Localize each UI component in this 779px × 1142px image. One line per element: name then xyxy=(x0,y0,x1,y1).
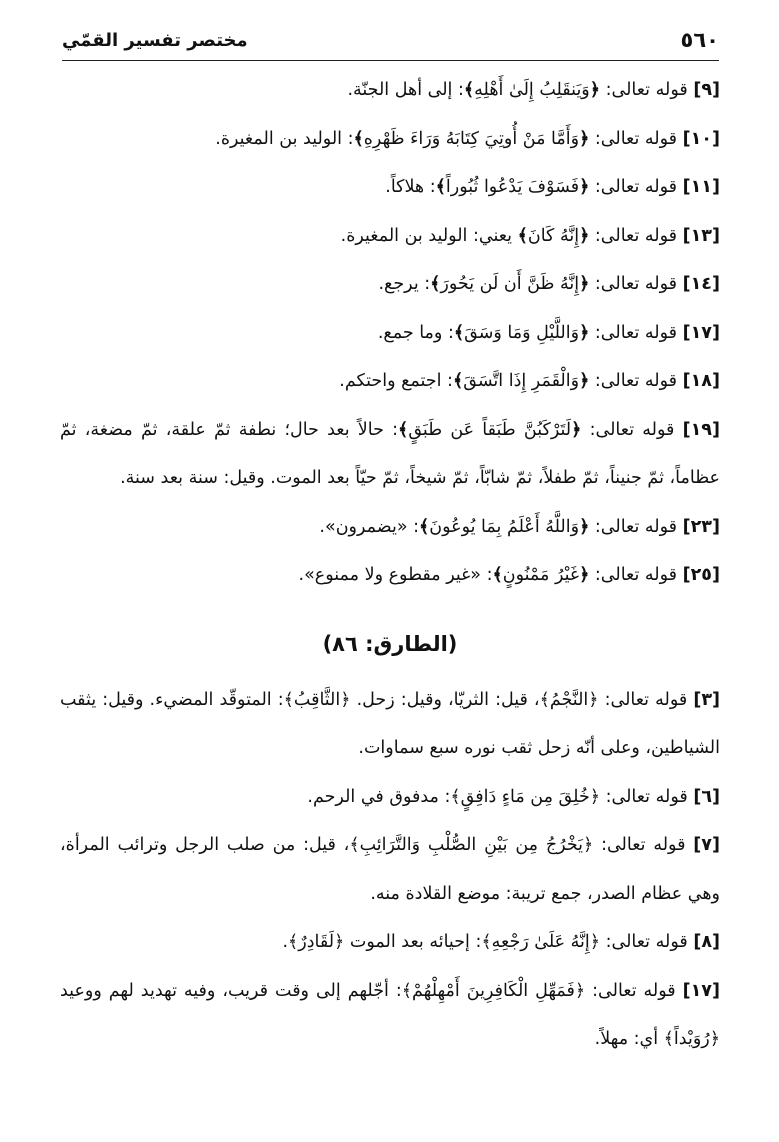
intro-text: قوله تعالى: xyxy=(589,516,683,537)
page-content xyxy=(60,66,720,1064)
verse-note-19 xyxy=(60,406,720,503)
open-bracket: ﴿ xyxy=(579,225,590,246)
verse-number: [١٧] xyxy=(682,322,720,343)
verse-number: [١١] xyxy=(682,177,720,197)
explanation: : اجتمع واحتكم. xyxy=(339,371,453,391)
quran-verse: وَأَمَّا مَنْ أُوتِيَ كِتَابَهُ وَرَاءَ ظَهْرِهِ xyxy=(363,128,580,149)
quran-verse: ﴿رُوَيْداً﴾ xyxy=(663,1029,720,1049)
intro-text: قوله تعالى: xyxy=(589,371,683,391)
open-bracket: ﴿ xyxy=(579,371,590,391)
quran-verse: ﴿خُلِقَ مِن مَاءٍ دَافِقٍ﴾ xyxy=(450,786,601,807)
quran-verse: وَاللَّيْلِ وَمَا وَسَقَ xyxy=(464,322,580,343)
surah-heading: (الطارق: ٨٦) xyxy=(322,631,458,656)
explanation: : هلاكاً. xyxy=(385,177,436,197)
quran-verse: ﴿إِنَّهُ عَلَىٰ رَجْعِهِ﴾ xyxy=(481,932,601,952)
verse-number: [١٠] xyxy=(682,128,720,149)
quran-verse: وَاللَّهُ أَعْلَمُ بِمَا يُوعُونَ xyxy=(429,516,580,537)
intro-text: قوله تعالى: xyxy=(585,980,683,1001)
open-bracket: ﴿ xyxy=(579,128,590,149)
verse-note-23 xyxy=(60,503,720,552)
explanation: : «يضمرون». xyxy=(319,516,419,537)
explanation-end: أي: مهلاً. xyxy=(594,1029,664,1049)
quran-verse: وَالْقَمَرِ إِذَا اتَّسَقَ xyxy=(463,371,580,391)
intro-text: قوله تعالى: xyxy=(589,565,683,585)
explanation: : «غير مقطوع ولا ممنوع». xyxy=(298,565,493,585)
verse-note-tariq-7 xyxy=(60,821,720,918)
explanation: : حالاً بعد حال؛ نطفة ثمّ علقة، ثمّ مضغة، ثمّ عظاماً، ثمّ جنيناً، ثمّ طفلاً، ثمّ شابّاً، ثمّ شيخاً، ثمّ حيّاً بعد الموت. وقيل: سنة بعد سنة. xyxy=(60,419,720,488)
close-bracket: ﴾ xyxy=(398,419,409,440)
verse-note-11 xyxy=(60,163,720,212)
quran-verse: إِنَّهُ ظَنَّ أَن لَن يَحُورَ xyxy=(440,274,580,294)
explanation: : أجّلهم إلى وقت قريب، وفيه تهديد لهم ووعيد xyxy=(60,980,402,1001)
close-bracket: ﴾ xyxy=(492,565,503,585)
verse-note-tariq-8 xyxy=(60,918,720,967)
quran-verse: فَسَوْفَ يَدْعُوا ثُبُوراً xyxy=(445,177,580,197)
intro-text: قوله تعالى: xyxy=(581,419,683,440)
explanation: : إحيائه بعد الموت xyxy=(344,932,482,952)
intro-text: قوله تعالى: xyxy=(589,128,683,149)
intro-text: قوله تعالى: xyxy=(589,225,683,246)
verse-note-18 xyxy=(60,357,720,406)
verse-number: [٧] xyxy=(693,835,720,855)
verse-number: [١٤] xyxy=(682,274,720,294)
verse-note-tariq-6 xyxy=(60,773,720,822)
intro-text: قوله تعالى: xyxy=(600,80,694,100)
open-bracket: ﴿ xyxy=(579,516,590,537)
verse-note-25 xyxy=(60,551,720,600)
intro-text: قوله تعالى: xyxy=(589,274,683,294)
verse-note-10 xyxy=(60,115,720,164)
explanation: ، قيل: الثريّا، وقيل: زحل. xyxy=(350,689,540,710)
explanation: : يرجع. xyxy=(378,274,431,294)
verse-note-tariq-17 xyxy=(60,967,720,1064)
quran-verse: لَتَرْكَبُنَّ طَبَقاً عَن طَبَقٍ xyxy=(408,419,572,440)
explanation: ، قيل: من صلب الرجل وترائب المرأة، وهي عظام الصدر، جمع تريبة: موضع القلادة منه. xyxy=(60,835,720,904)
close-bracket: ﴾ xyxy=(435,177,446,197)
running-title: مختصر تفسير القمّي xyxy=(62,30,248,51)
verse-number: [٨] xyxy=(693,932,720,952)
close-bracket: ﴾ xyxy=(353,128,364,149)
close-bracket: ﴾ xyxy=(517,225,528,246)
page-header xyxy=(62,26,719,61)
quran-verse: ﴿فَمَهِّلِ الْكَافِرِينَ أَمْهِلْهُمْ﴾ xyxy=(401,980,586,1001)
close-bracket: ﴾ xyxy=(463,80,475,100)
explanation: : الوليد بن المغيرة. xyxy=(215,128,354,149)
open-bracket: ﴿ xyxy=(579,274,590,294)
quran-verse: غَيْرُ مَمْنُونٍ xyxy=(502,565,580,585)
verse-number: [١٧] xyxy=(682,980,720,1001)
intro-text: قوله تعالى: xyxy=(600,932,694,952)
intro-text: قوله تعالى: xyxy=(600,786,694,807)
intro-text: قوله تعالى: xyxy=(589,322,683,343)
explanation: : إلى أهل الجنّة. xyxy=(347,80,464,100)
close-bracket: ﴾ xyxy=(418,516,430,537)
verse-note-14 xyxy=(60,260,720,309)
verse-note-13 xyxy=(60,212,720,261)
open-bracket: ﴿ xyxy=(579,322,590,343)
quran-verse: وَيَنقَلِبُ إِلَىٰ أَهْلِهِ xyxy=(474,80,590,100)
explanation: : مدفوق في الرحم. xyxy=(307,786,451,807)
intro-text: قوله تعالى: xyxy=(593,835,694,855)
verse-number: [٦] xyxy=(693,786,720,807)
explanation: يعني: الوليد بن المغيرة. xyxy=(340,225,518,246)
verse-number: [١٨] xyxy=(682,371,720,391)
close-bracket: ﴾ xyxy=(453,322,465,343)
explanation-end: . xyxy=(282,932,289,952)
verse-note-tariq-3 xyxy=(60,676,720,773)
explanation: : وما جمع. xyxy=(377,322,454,343)
verse-number: [٣] xyxy=(693,689,720,710)
quran-verse: ﴿لَقَادِرٌ﴾ xyxy=(288,932,345,952)
explanation: : المتوقّد المضيء. وقيل: يثقب الشياطين، وعلى أنّه زحل ثقب نوره سبع سماوات. xyxy=(60,689,720,758)
open-bracket: ﴿ xyxy=(579,565,590,585)
quran-verse: ﴿الثَّاقِبُ﴾ xyxy=(283,689,351,710)
verse-note-17 xyxy=(60,309,720,358)
quran-verse: ﴿النَّجْمُ﴾ xyxy=(539,689,599,710)
verse-note-9 xyxy=(60,66,720,115)
open-bracket: ﴿ xyxy=(571,419,582,440)
intro-text: قوله تعالى: xyxy=(589,177,683,197)
open-bracket: ﴿ xyxy=(579,177,590,197)
intro-text: قوله تعالى: xyxy=(598,689,694,710)
verse-number: [١٣] xyxy=(682,225,720,246)
verse-number: [٢٣] xyxy=(682,516,720,537)
verse-number: [٢٥] xyxy=(682,565,720,585)
quran-verse: ﴿يَخْرُجُ مِن بَيْنِ الصُّلْبِ وَالتَّرَائِبِ﴾ xyxy=(349,835,594,855)
verse-number: [١٩] xyxy=(682,419,720,440)
verse-number: [٩] xyxy=(693,80,720,100)
close-bracket: ﴾ xyxy=(430,274,441,294)
page-number: ٥٦٠ xyxy=(680,28,719,52)
quran-verse: إِنَّهُ كَانَ xyxy=(527,225,580,246)
close-bracket: ﴾ xyxy=(452,371,464,391)
open-bracket: ﴿ xyxy=(589,80,601,100)
